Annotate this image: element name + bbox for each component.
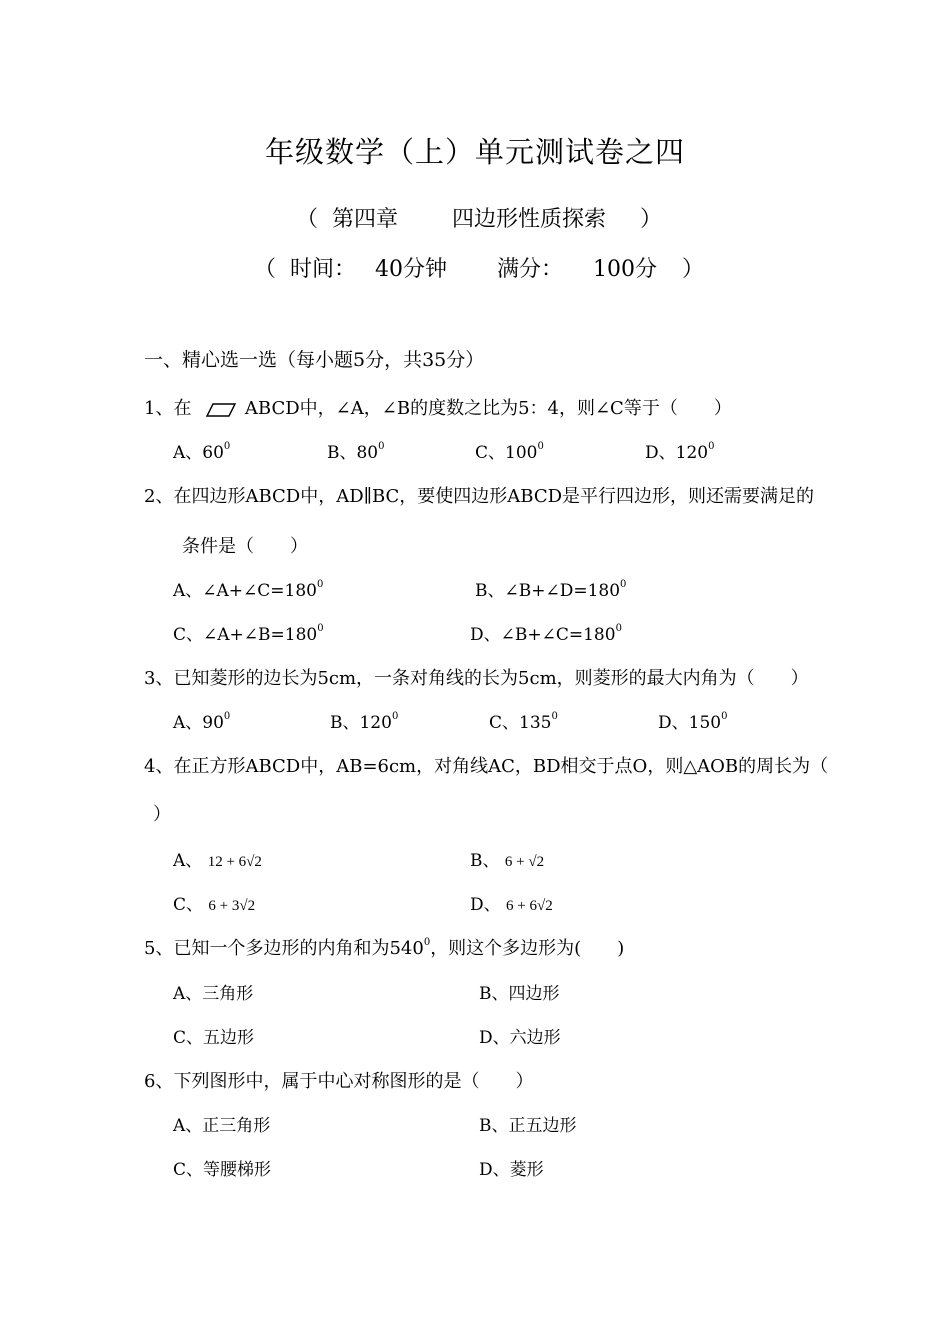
question-1-post: ABCD中，∠A，∠B的度数之比为5：4，则∠C等于（ ） [244,398,732,419]
time-open-paren: （ [254,257,277,282]
question-2-line-1: 2、在四边形ABCD中，AD∥BC，要使四边形ABCD是平行四边形，则还需要满足的 [144,486,815,507]
q5-option-d: D、六边形 [479,1028,561,1048]
score-value: 100分 [593,257,657,282]
q4-option-a: A、 12 + 6√2 [173,851,262,871]
q3-option-c: C、$135^0$ [489,711,558,733]
q4-option-a-expr: 12 + 6√2 [207,854,262,870]
q4-option-d: D、 6 + 6√2 [470,895,553,915]
chapter-name: 四边形性质探索 [452,207,607,232]
q1-option-d: D、$120^0$ [645,441,715,463]
q6-option-b: B、正五边形 [479,1116,577,1136]
chapter-close-paren: ） [640,207,663,232]
q3-option-b: B、$120^0$ [330,711,399,733]
q1-option-c: C、$100^0$ [475,441,544,463]
q2-option-d: D、$\angle B+\angle C=180^0$ [470,623,622,645]
question-2-line-2: 条件是（ ） [182,536,308,557]
question-4-line-2: ） [153,804,171,825]
q6-option-c: C、等腰梯形 [173,1160,272,1180]
question-5: 5、已知一个多边形的内角和为$540^0$，则这个多边形为( ) [144,937,625,959]
q2-option-c: C、$\angle A+\angle B=180^0$ [173,623,324,645]
q4-option-d-expr: 6 + 6√2 [506,898,553,914]
q4-option-b-expr: 6 + √2 [504,854,545,870]
q5-option-a: A、三角形 [173,984,254,1004]
q3-option-a: A、$90^0$ [173,711,231,733]
page-title: 年级数学（上）单元测试卷之四 [264,135,685,169]
q2-option-a: A、$\angle A+\angle C=180^0$ [173,579,324,601]
chapter-number: 第四章 [332,207,399,232]
q6-option-a: A、正三角形 [173,1116,271,1136]
q4-option-b: B、 6 + √2 [470,851,545,871]
time-label: 时间： [290,257,357,282]
score-label: 满分： [497,257,564,282]
q6-option-d: D、菱形 [479,1160,544,1180]
question-3: 3、已知菱形的边长为5cm，一条对角线的长为5cm，则菱形的最大内角为（ ） [144,668,809,689]
q2-option-b: B、$\angle B+\angle D=180^0$ [475,579,627,601]
question-1-pre: 1、在 [144,398,192,419]
question-6: 6、下列图形中，属于中心对称图形的是（ ） [144,1071,534,1092]
q4-option-c-expr: 6 + 3√2 [208,898,256,914]
chapter-open-paren: （ [296,207,319,232]
q1-option-a: A、$60^0$ [173,441,231,463]
q5-option-b: B、四边形 [479,984,560,1004]
question-4-line-1: 4、在正方形ABCD中，AB=6cm，对角线AC，BD相交于点O，则△AOB的周长为（ [144,756,829,777]
q4-option-c: C、 6 + 3√2 [173,895,256,915]
section-heading: 一、精心选一选（每小题5分，共35分） [144,349,485,371]
time-close-paren: ） [682,257,705,282]
q3-option-d: D、$150^0$ [658,711,728,733]
question-1 [144,394,732,423]
time-value: 40分钟 [375,257,447,282]
parallelogram-icon [205,396,237,423]
q5-option-c: C、五边形 [173,1028,255,1048]
q1-option-b: B、$80^0$ [327,441,385,463]
